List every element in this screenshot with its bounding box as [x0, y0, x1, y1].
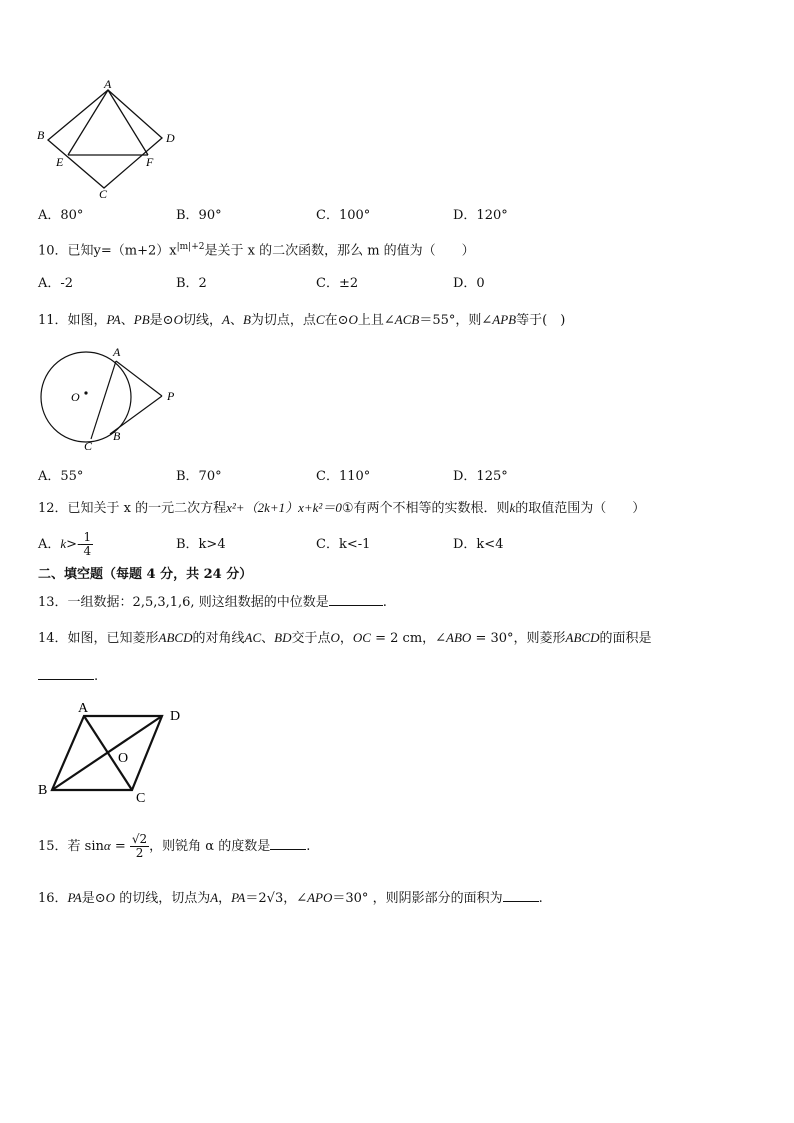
q12-option-b: B．k>4 [176, 537, 226, 552]
q12-option-c: C．k<-1 [316, 537, 371, 552]
q14-stem: 14．如图，已知菱形ABCD的对角线AC、BD交于点O，OC = 2 cm，∠ABO = 30°，则菱形ABCD的面积是 [38, 630, 652, 646]
label-b: B [37, 128, 45, 142]
label-o: O [118, 751, 129, 766]
q12-stem: 12．已知关于 x 的一元二次方程x²+（2k+1）x+k²＝0①有两个不相等的实数根．则k的取值范围为（ ） [38, 500, 646, 516]
q10-option-c: C．±2 [316, 276, 359, 291]
answer-blank [503, 889, 539, 902]
label-b: B [113, 429, 121, 443]
chord-ac [91, 361, 116, 439]
answer-blank [329, 593, 383, 606]
label-f: F [146, 155, 154, 169]
q9-option-d: D．120° [453, 208, 508, 223]
q15-stem: 15．若 sinα = $\frac{√2}{2}$ ，则锐角 α 的度数是 . [38, 832, 311, 860]
rhombus-figure [34, 698, 194, 806]
circle-tangent-figure [36, 344, 186, 454]
answer-blank [38, 667, 94, 680]
center-dot [84, 391, 87, 394]
label-a: A [78, 701, 89, 716]
label-d: D [170, 709, 181, 724]
q12-option-a: A．k>- $\frac{1}{4}$ [38, 530, 92, 558]
q10-stem: 10．已知$y=(m+2)x^{|m|+2}$是关于 x 的二次函数，那么 m 的值为（ ） [38, 242, 475, 259]
q10-option-b: B．2 [176, 276, 207, 291]
segment-ae [68, 90, 108, 155]
q11-stem: 11．如图，PA、PB是⊙O切线，A、B为切点，点C在⊙O上且∠ACB＝55°，则∠APB等于( ) [38, 312, 566, 328]
q9-option-c: C．100° [316, 208, 371, 223]
q14-answer-line: . [38, 667, 98, 686]
label-e: E [56, 155, 64, 169]
label-c: C [99, 187, 108, 201]
label-a: A [104, 78, 112, 91]
label-p: P [167, 389, 175, 403]
q16-stem: 16．PA是⊙O 的切线，切点为A，PA＝2√3，∠APO＝30° ，则阴影部分的面积为 . [38, 890, 543, 906]
segment-af [108, 90, 148, 155]
label-a: A [113, 345, 121, 359]
section-fill-in-heading: 二、填空题（每题 4 分，共 24 分） [38, 567, 253, 582]
q10-exponent: |m|+2 [176, 242, 205, 252]
label-d: D [166, 131, 175, 145]
q9-option-a: A．80° [38, 208, 84, 223]
circle-one-icon: ① [341, 501, 354, 516]
kite-outline [48, 90, 162, 188]
q12-equation: x²+（2k+1）x+k²＝0 [226, 500, 342, 515]
q10-option-a: A．-2 [38, 276, 74, 291]
label-c: C [84, 439, 93, 453]
answer-blank [270, 837, 306, 850]
q10-option-d: D．0 [453, 276, 485, 291]
q11-option-d: D．125° [453, 469, 508, 484]
label-b: B [38, 783, 48, 798]
fraction-quarter: $\frac{1}{4}$ [83, 530, 92, 558]
q9-option-b: B．90° [176, 208, 222, 223]
q11-option-a: A．55° [38, 469, 84, 484]
label-o: O [71, 390, 80, 404]
q13-stem: 13．一组数据：2,5,3,1,6, 则这组数据的中位数是 . [38, 595, 387, 610]
q11-option-b: B．70° [176, 469, 222, 484]
fraction-root2-over-2: $\frac{√2}{2}$ [131, 832, 148, 860]
tangent-pa [116, 361, 162, 396]
kite-figure [34, 78, 184, 202]
label-c: C [136, 791, 146, 806]
q12-option-d: D．k<4 [453, 537, 504, 552]
q11-option-c: C．110° [316, 469, 371, 484]
